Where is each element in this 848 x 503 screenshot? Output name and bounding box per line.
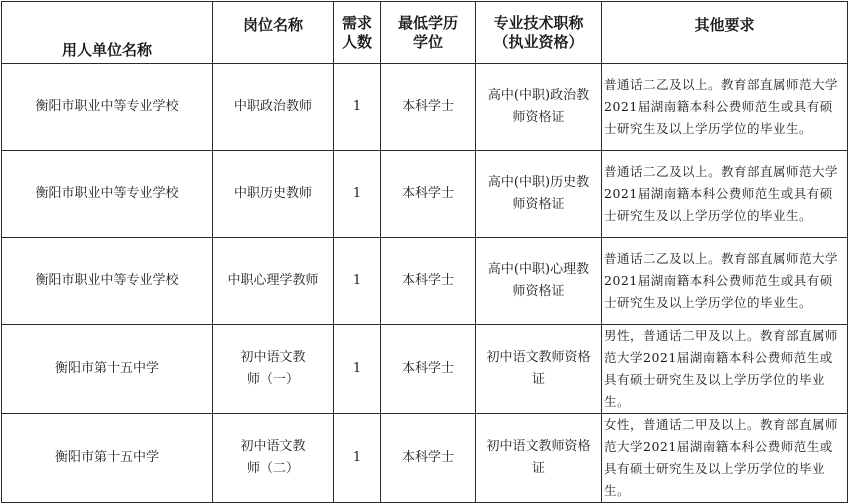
header-cert-line2: （执业资格） [493,32,584,51]
cell-other: 普通话二乙及以上。教育部直属师范大学2021届湖南籍本科公费师范生或具有硕士研究生及以上学历学位的毕业生。 [602,64,848,151]
header-edu-line1: 最低学历 [397,13,458,32]
cell-post: 中职心理学教师 [213,238,334,325]
cell-cert: 高中(中职)心理教师资格证 [476,238,602,325]
cell-other: 普通话二乙及以上。教育部直属师范大学2021届湖南籍本科公费师范生或具有硕士研究生及以上学历学位的毕业生。 [602,151,848,238]
cell-count: 1 [334,325,381,414]
header-count-line2: 人数 [341,32,372,51]
cell-unit: 衡阳市第十五中学 [2,414,213,503]
cell-cert: 初中语文教师资格证 [476,414,602,503]
cell-other: 普通话二乙及以上。教育部直属师范大学2021届湖南籍本科公费师范生或具有硕士研究生及以上学历学位的毕业生。 [602,238,848,325]
header-cert [476,2,602,64]
cell-other: 女性，普通话二甲及以上。教育部直属师范大学2021届湖南籍本科公费师范生或具有硕士研究生及以上学历学位的毕业生。 [602,414,848,503]
cell-post: 初中语文教师（二） [213,414,334,503]
recruitment-table [1,1,848,503]
header-count-line1: 需求 [341,13,372,32]
cell-edu: 本科学士 [381,238,476,325]
cell-count: 1 [334,64,381,151]
cell-cert: 高中(中职)历史教师资格证 [476,151,602,238]
table-row [2,151,848,238]
cell-post: 中职政治教师 [213,64,334,151]
cell-cert: 高中(中职)政治教师资格证 [476,64,602,151]
table-row [2,414,848,503]
cell-unit: 衡阳市职业中等专业学校 [2,238,213,325]
header-post: 岗位名称 [213,2,334,64]
cell-edu: 本科学士 [381,325,476,414]
cell-count: 1 [334,414,381,503]
table-row [2,325,848,414]
cell-count: 1 [334,238,381,325]
header-edu-line2: 学位 [412,32,443,51]
table-row [2,64,848,151]
cell-unit: 衡阳市第十五中学 [2,325,213,414]
header-cert-line1: 专业技术职称 [493,13,584,32]
header-count [334,2,381,64]
cell-edu: 本科学士 [381,64,476,151]
header-unit: 用人单位名称 [2,2,213,64]
cell-edu: 本科学士 [381,414,476,503]
cell-post: 中职历史教师 [213,151,334,238]
cell-post: 初中语文教师（一） [213,325,334,414]
cell-other: 男性，普通话二甲及以上。教育部直属师范大学2021届湖南籍本科公费师范生或具有硕士研究生及以上学历学位的毕业生。 [602,325,848,414]
cell-edu: 本科学士 [381,151,476,238]
cell-cert: 初中语文教师资格证 [476,325,602,414]
header-other: 其他要求 [602,2,848,64]
header-row [2,2,848,64]
cell-count: 1 [334,151,381,238]
table-row [2,238,848,325]
header-edu [381,2,476,64]
cell-unit: 衡阳市职业中等专业学校 [2,64,213,151]
cell-unit: 衡阳市职业中等专业学校 [2,151,213,238]
